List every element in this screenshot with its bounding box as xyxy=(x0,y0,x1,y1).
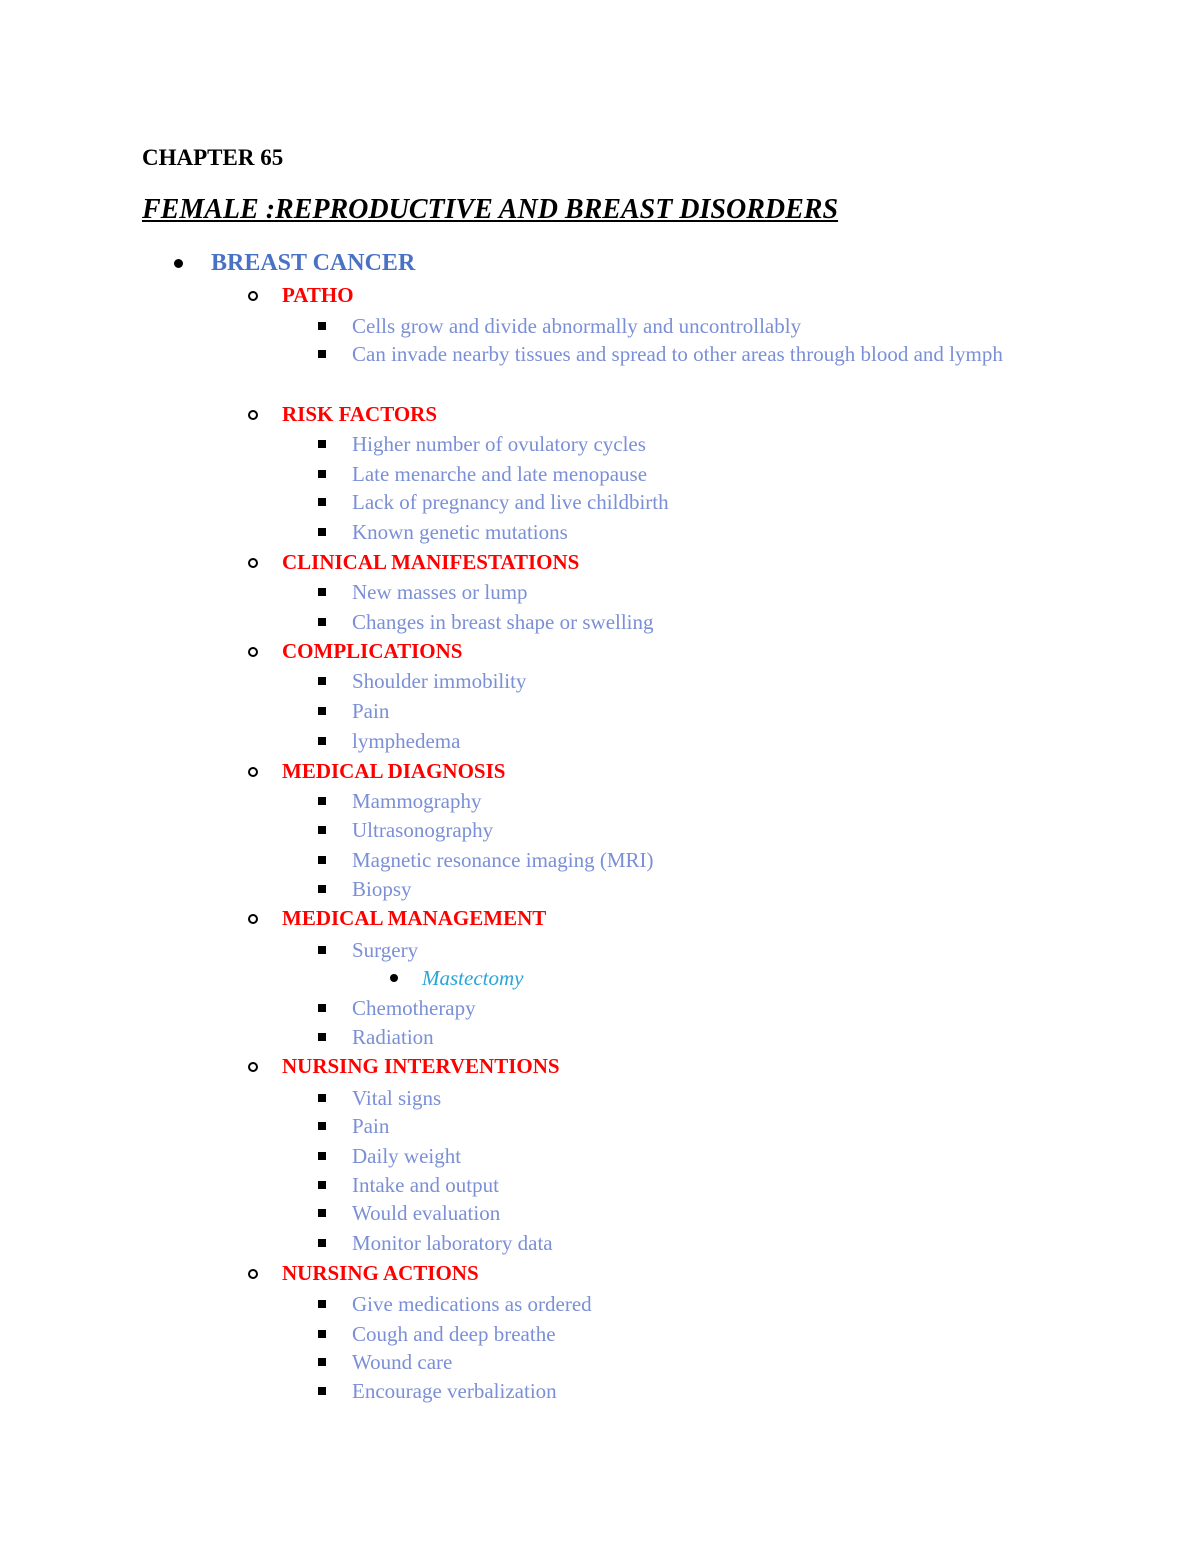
list-item-text: Cough and deep breathe xyxy=(352,1322,556,1346)
square-bullet-icon xyxy=(318,1181,326,1189)
square-bullet-icon xyxy=(318,618,326,626)
section-heading: MEDICAL DIAGNOSIS xyxy=(282,759,506,783)
list-item-text: Would evaluation xyxy=(352,1201,501,1225)
list-item-text: Magnetic resonance imaging (MRI) xyxy=(352,848,654,872)
square-bullet-icon xyxy=(318,1330,326,1338)
square-bullet-icon xyxy=(318,1209,326,1217)
square-bullet-icon xyxy=(318,322,326,330)
square-bullet-icon xyxy=(318,470,326,478)
list-item-text: Monitor laboratory data xyxy=(352,1231,553,1255)
square-bullet-icon xyxy=(318,588,326,596)
square-bullet-icon xyxy=(318,826,326,834)
topic-heading: BREAST CANCER xyxy=(211,250,416,276)
section-heading: NURSING ACTIONS xyxy=(282,1261,479,1285)
list-item-text: Ultrasonography xyxy=(352,818,494,842)
hollow-bullet-icon xyxy=(248,647,258,657)
square-bullet-icon xyxy=(318,1094,326,1102)
list-item-text: Higher number of ovulatory cycles xyxy=(352,432,646,456)
square-bullet-icon xyxy=(318,1122,326,1130)
square-bullet-icon xyxy=(318,856,326,864)
list-item-text: Shoulder immobility xyxy=(352,669,527,693)
square-bullet-icon xyxy=(318,1300,326,1308)
list-item-text: Known genetic mutations xyxy=(352,520,568,544)
list-item-text: lymphedema xyxy=(352,729,461,753)
list-item-text: Radiation xyxy=(352,1025,434,1049)
square-bullet-icon xyxy=(318,1239,326,1247)
list-item-text: Vital signs xyxy=(352,1086,442,1110)
list-item-text: Encourage verbalization xyxy=(352,1379,557,1403)
hollow-bullet-icon xyxy=(248,1269,258,1279)
square-bullet-icon xyxy=(318,1152,326,1160)
square-bullet-icon xyxy=(318,1387,326,1395)
square-bullet-icon xyxy=(318,1033,326,1041)
list-item-text: Pain xyxy=(352,699,390,723)
chapter-label: CHAPTER 65 xyxy=(142,145,284,170)
square-bullet-icon xyxy=(318,1004,326,1012)
square-bullet-icon xyxy=(318,677,326,685)
square-bullet-icon xyxy=(318,797,326,805)
square-bullet-icon xyxy=(318,737,326,745)
list-item-text: Surgery xyxy=(352,938,419,962)
list-item-text: Intake and output xyxy=(352,1173,499,1197)
section-heading: PATHO xyxy=(282,283,354,307)
hollow-bullet-icon xyxy=(248,410,258,420)
hollow-bullet-icon xyxy=(248,558,258,568)
hollow-bullet-icon xyxy=(248,767,258,777)
list-item-text: Pain xyxy=(352,1114,390,1138)
list-item-text: Can invade nearby tissues and spread to other areas through blood and lymph xyxy=(352,342,1003,366)
list-item-text: Wound care xyxy=(352,1350,453,1374)
section-heading: NURSING INTERVENTIONS xyxy=(282,1054,560,1078)
square-bullet-icon xyxy=(318,498,326,506)
square-bullet-icon xyxy=(318,946,326,954)
list-item-text: New masses or lump xyxy=(352,580,528,604)
list-item-text: Mammography xyxy=(352,789,482,813)
list-item-text: Changes in breast shape or swelling xyxy=(352,610,654,634)
filled-bullet-icon xyxy=(390,974,398,982)
list-item-text: Biopsy xyxy=(352,877,412,901)
section-heading: CLINICAL MANIFESTATIONS xyxy=(282,550,580,574)
list-item-text: Chemotherapy xyxy=(352,996,476,1020)
list-item-text: Cells grow and divide abnormally and uncontrollably xyxy=(352,314,802,338)
square-bullet-icon xyxy=(318,350,326,358)
list-item-text: Daily weight xyxy=(352,1144,462,1168)
section-heading: RISK FACTORS xyxy=(282,402,438,426)
square-bullet-icon xyxy=(318,528,326,536)
sub-list-item-text: Mastectomy xyxy=(422,966,524,990)
square-bullet-icon xyxy=(318,1358,326,1366)
hollow-bullet-icon xyxy=(248,914,258,924)
filled-bullet-icon xyxy=(174,259,183,268)
list-item-text: Late menarche and late menopause xyxy=(352,462,648,486)
hollow-bullet-icon xyxy=(248,1062,258,1072)
hollow-bullet-icon xyxy=(248,291,258,301)
section-heading: MEDICAL MANAGEMENT xyxy=(282,906,547,930)
document-title: FEMALE :REPRODUCTIVE AND BREAST DISORDERS xyxy=(142,194,839,225)
square-bullet-icon xyxy=(318,707,326,715)
list-item-text: Give medications as ordered xyxy=(352,1292,592,1316)
section-heading: COMPLICATIONS xyxy=(282,639,463,663)
list-item-text: Lack of pregnancy and live childbirth xyxy=(352,490,669,514)
square-bullet-icon xyxy=(318,440,326,448)
square-bullet-icon xyxy=(318,885,326,893)
